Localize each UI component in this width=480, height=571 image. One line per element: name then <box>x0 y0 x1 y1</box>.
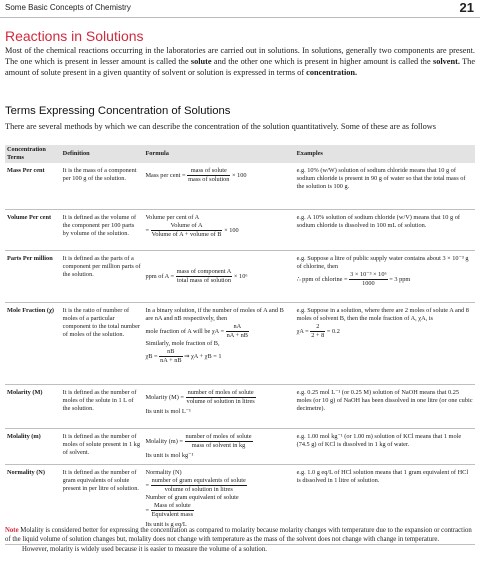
fraction-denominator: volume of solution in litres <box>186 397 255 405</box>
concentration-term: concentration. <box>306 68 358 78</box>
solvent-term: solvent. <box>432 57 460 67</box>
table-row <box>5 209 475 250</box>
table-row <box>5 302 475 384</box>
formula-fraction <box>226 323 249 340</box>
table-row <box>5 384 475 428</box>
row-term: Parts Per million <box>5 250 61 302</box>
fraction-denominator: total mass of solution <box>176 277 231 284</box>
table-header-row <box>5 145 475 163</box>
fraction-numerator: number of gram equivalents of solute <box>151 476 246 484</box>
formula-lhs: Molarity (M) = <box>145 393 184 401</box>
row-term: Mole Fraction (χ) <box>5 302 61 384</box>
formula-lhs: = <box>145 226 149 234</box>
page-number: 21 <box>459 0 474 15</box>
fraction-numerator: mass of component A <box>176 268 232 275</box>
book-title: Some Basic Concepts of Chemistry <box>5 3 131 12</box>
row-definition: It is defined as the number of moles of the solute in 1 L of the solution. <box>61 384 144 428</box>
formula-lhs: Molality (m) = <box>145 437 183 445</box>
row-definition: It is defined as the number of gram equivalents of solute present in per litre of solution. <box>61 464 144 544</box>
formula-rhs: × 100 <box>231 171 247 179</box>
row-example: e.g. 10% (w/W) solution of sodium chloride means that 10 g of sodium chloride is present in 90 g of water so that the total mass of the solution is 100 g. <box>295 163 475 209</box>
note-text: Molality is considered better for expressing the concentration as compared to molarity because molarity changes with temperature due to the expansion or contraction of the liquid volume of solution changes but, molality does not change with temperature as the mass of the solvent does not change with change in temperature. <box>5 527 472 543</box>
fraction-denominator: nA + nB <box>160 356 182 364</box>
example-fraction <box>349 271 388 288</box>
intro-text-2: and the other one which is present in higher amount is called the <box>211 57 433 67</box>
row-definition: It is defined as the number of moles of solute present in 1 kg of solvent. <box>61 428 144 464</box>
row-definition: It is the ratio of number of moles of a particular component to the total number of moles of the solution. <box>61 302 144 384</box>
intro-text-1: Most of the chemical reactions occurring in the laboratories are carried out in solutions. In solutions, generally two components are present. The one which is present in lesser amount is called the <box>5 46 475 67</box>
row-example: e.g. 0.25 mol L⁻¹ (or 0.25 M) solution of NaOH means that 0.25 moles (or 10 g) of NaOH has been dissolved in one litre (or one cubic decimetre). <box>295 384 475 428</box>
fraction-numerator: 3 × 10⁻³ × 10⁶ <box>350 270 387 278</box>
row-formula <box>143 250 294 302</box>
row-formula <box>143 384 294 428</box>
formula-line <box>145 323 292 340</box>
formula-fraction <box>187 167 230 184</box>
formula-lhs: mole fraction of A will be χA = <box>145 327 225 335</box>
example-fraction <box>310 323 325 340</box>
fraction-numerator: Mass of solute <box>151 502 194 511</box>
row-definition: It is defined as the parts of a component per million parts of the solution. <box>61 250 144 302</box>
row-formula <box>143 163 294 209</box>
row-example: e.g. 1.0 g eq/L of HCl solution means that 1 gram equivalent of HCl is dissolved in 1 litre of solution. <box>295 464 475 544</box>
row-example <box>295 250 475 302</box>
formula-unit: Its unit is mol L⁻¹ <box>145 407 191 415</box>
fraction-denominator: Volume of A + volume of B <box>151 230 222 238</box>
formula-rhs: × 10⁶ <box>233 272 248 280</box>
fraction-denominator: nA + nB <box>226 331 248 339</box>
row-formula <box>143 428 294 464</box>
col-header-definition: Definition <box>61 145 144 163</box>
formula-rhs: × 100 <box>224 226 239 234</box>
formula-rhs: ⇒ χA + χB = 1 <box>184 352 222 360</box>
formula-fraction <box>151 222 223 239</box>
fraction-numerator: number of moles of solute <box>185 432 252 440</box>
row-term: Normality (N) <box>5 464 61 544</box>
formula-line <box>145 502 292 519</box>
intro-text-3: The amount of solute present in a given quantity of solvent or solution is expressed in terms of <box>5 57 476 78</box>
table-row <box>5 250 475 302</box>
formula-lhs: = <box>145 481 149 489</box>
formula-fraction <box>186 389 256 406</box>
row-formula <box>143 302 294 384</box>
col-header-term: Concentration Terms <box>5 145 61 163</box>
row-term: Mass Per cent <box>5 163 61 209</box>
formula-text: Similarly, mole fraction of B, <box>145 339 220 347</box>
example-rhs: = 0.2 <box>326 327 340 335</box>
formula-fraction <box>151 502 194 519</box>
formula-line <box>145 477 292 494</box>
row-example: e.g. A 10% solution of sodium chloride (w/V) means that 10 g of sodium chloride is dissolved in 100 mL of solution. <box>295 209 475 250</box>
fraction-denominator: volume of solution in litres <box>164 485 233 493</box>
row-definition: It is defined as the volume of the component per 100 parts by volume of the solution. <box>61 209 144 250</box>
formula-unit: Its unit is mol kg⁻¹ <box>145 451 194 459</box>
formula-line: Number of gram equivalent of solute <box>145 493 239 501</box>
row-term: Molarity (M) <box>5 384 61 428</box>
fraction-numerator: 2 <box>310 323 325 332</box>
subsection-intro: There are several methods by which we can describe the concentration of the solution quantitatively. Some of these are as follows <box>5 122 436 131</box>
row-formula <box>143 209 294 250</box>
formula-fraction <box>176 268 233 285</box>
section-title: Reactions in Solutions <box>5 28 144 44</box>
example-rhs: = 3 ppm <box>389 275 411 283</box>
fraction-numerator: number of moles of solute <box>186 389 256 398</box>
subsection-title: Terms Expressing Concentration of Solutions <box>5 105 231 117</box>
formula-line <box>145 348 292 365</box>
example-lhs: χA = <box>296 327 309 335</box>
formula-fraction <box>159 348 182 365</box>
row-example <box>295 302 475 384</box>
formula-unit: Its unit is g eq/L <box>145 520 187 528</box>
fraction-numerator: nA <box>226 323 249 332</box>
fraction-numerator: Volume of A <box>151 222 223 231</box>
formula-line: Volume per cent of A <box>145 213 200 221</box>
formula-lhs: = <box>145 506 149 514</box>
concentration-table <box>5 145 475 545</box>
example-text: e.g. Suppose a litre of public supply water contains about 3 × 10⁻³ g of chlorine, then <box>296 254 469 270</box>
table-row <box>5 428 475 464</box>
col-header-formula: Formula <box>143 145 294 163</box>
note-box <box>5 527 475 555</box>
formula-lhs: χB = <box>145 352 158 360</box>
row-definition: It is the mass of a component per 100 g of the solution. <box>61 163 144 209</box>
row-term: Volume Per cent <box>5 209 61 250</box>
fraction-denominator: mass of solvent in kg <box>191 441 246 449</box>
intro-paragraph <box>5 45 475 78</box>
note-label: Note <box>5 527 19 534</box>
fraction-denominator: Equivalent mass <box>151 510 194 518</box>
page-header <box>0 0 480 18</box>
formula-line: Normality (N) <box>145 468 182 476</box>
fraction-numerator: mass of solute <box>187 167 230 176</box>
row-example: e.g. 1.00 mol kg⁻¹ (or 1.00 m) solution of KCl means that 1 mole (74.5 g) of KCl is dissolved in 1 kg of water. <box>295 428 475 464</box>
row-term: Molality (m) <box>5 428 61 464</box>
header-divider <box>0 17 480 18</box>
note-text-2: However, molarity is widely used because it is easier to measure the volume of a solution. <box>22 546 267 554</box>
fraction-numerator: nB <box>159 348 182 357</box>
fraction-denominator: 1000 <box>362 279 375 287</box>
example-lhs: ∴ ppm of chlorine = <box>296 275 348 283</box>
formula-lhs: Mass per cent = <box>145 171 186 179</box>
formula-fraction <box>185 433 253 450</box>
fraction-denominator: mass of solution <box>188 176 230 183</box>
table-row <box>5 163 475 209</box>
note-paragraph <box>5 527 475 544</box>
formula-text: In a binary solution, if the number of moles of A and B are nA and nB respectively, then <box>145 306 284 322</box>
col-header-examples: Examples <box>295 145 475 163</box>
formula-lhs: ppm of A = <box>145 272 175 280</box>
solute-term: solute <box>190 57 212 67</box>
example-text: e.g. Suppose in a solution, where there are 2 moles of solute A and 8 moles of solvent B, then the mole fraction of A, χA, is <box>296 306 469 322</box>
formula-fraction <box>151 477 247 494</box>
fraction-denominator: 2 + 8 <box>311 331 325 339</box>
